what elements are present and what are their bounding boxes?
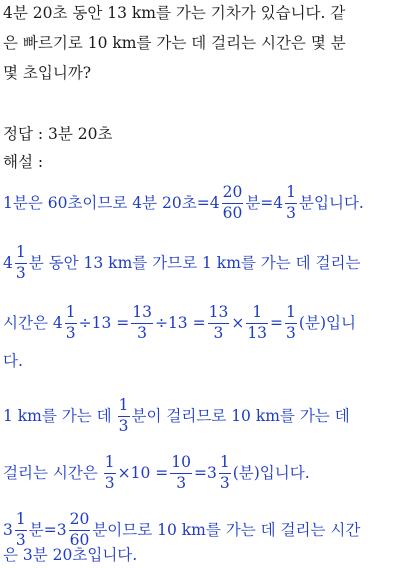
text-segment: 시간은 4	[3, 314, 63, 332]
text-segment: ×10 =	[117, 464, 169, 482]
fraction	[222, 185, 244, 221]
fraction	[15, 245, 27, 281]
text-segment: (분)입니	[298, 314, 356, 332]
explanation-line-1	[3, 183, 364, 222]
text-segment: 분이므로 10 km를 가는 데 걸리는 시간	[92, 521, 361, 539]
fraction	[69, 512, 91, 548]
fraction	[131, 305, 153, 341]
text-segment: 분입니다.	[299, 194, 364, 212]
numerator: 1	[118, 398, 130, 417]
numerator: 1	[219, 455, 231, 474]
text-segment: 4	[3, 254, 13, 272]
fraction	[285, 305, 297, 341]
denominator: 3	[213, 323, 224, 342]
explanation-line-6	[3, 453, 310, 492]
numerator: 1	[104, 455, 116, 474]
explanation-line-7	[3, 510, 361, 549]
explanation-line-8: 은 3분 20초입니다.	[3, 546, 138, 564]
fraction	[15, 512, 27, 548]
text-segment: 분이 걸리므로 10 km를 가는 데	[131, 407, 350, 425]
text-segment: =	[270, 314, 284, 332]
explanation-line-4: 다.	[3, 352, 23, 370]
denominator: 3	[65, 323, 76, 342]
explanation-line-5	[3, 396, 350, 435]
text-segment: 분 동안 13 km를 가므로 1 km를 가는 데 걸리는	[28, 254, 361, 272]
text-segment: 분=4	[245, 194, 284, 212]
text-segment: ÷13 =	[154, 314, 206, 332]
fraction	[208, 305, 230, 341]
text-segment: 1분은 60초이므로 4분 20초=4	[3, 194, 220, 212]
numerator: 1	[15, 245, 27, 264]
fraction	[246, 305, 268, 341]
fraction	[65, 305, 77, 341]
answer-label: 정답 : 3분 20초	[3, 125, 113, 143]
numerator: 1	[246, 305, 268, 324]
text-segment: 3	[3, 521, 13, 539]
fraction	[170, 455, 192, 491]
numerator: 13	[131, 305, 153, 324]
problem-line-2: 은 빠르기로 10 km를 가는 데 걸리는 시간은 몇 분	[3, 34, 346, 52]
denominator: 3	[15, 263, 26, 282]
numerator: 10	[170, 455, 192, 474]
denominator: 60	[69, 530, 90, 549]
denominator: 3	[15, 530, 26, 549]
denominator: 3	[286, 323, 296, 342]
numerator: 1	[285, 305, 297, 324]
problem-line-3: 몇 초입니까?	[3, 64, 92, 82]
denominator: 13	[247, 323, 268, 342]
denominator: 3	[137, 323, 148, 342]
text-segment: =3	[194, 464, 217, 482]
denominator: 3	[219, 473, 230, 492]
text-segment: 분=3	[28, 521, 67, 539]
denominator: 3	[286, 203, 297, 222]
explanation-line-2	[3, 243, 361, 282]
fraction	[285, 185, 297, 221]
text-segment: ÷13 =	[78, 314, 130, 332]
denominator: 3	[176, 473, 187, 492]
denominator: 3	[118, 416, 129, 435]
fraction	[118, 398, 130, 434]
numerator: 20	[69, 512, 91, 531]
numerator: 13	[208, 305, 230, 324]
explanation-label: 해설 :	[3, 153, 44, 171]
fraction	[219, 455, 231, 491]
text-segment: 걸리는 시간은	[3, 464, 98, 482]
text-segment: (분)입니다.	[232, 464, 310, 482]
explanation-line-3	[3, 303, 356, 342]
numerator: 20	[222, 185, 244, 204]
denominator: 60	[222, 203, 243, 222]
numerator: 1	[285, 185, 297, 204]
problem-line-1: 4분 20초 동안 13 km를 가는 기차가 있습니다. 같	[3, 4, 346, 22]
text-segment: 1 km를 가는 데	[3, 407, 112, 425]
numerator: 1	[65, 305, 77, 324]
text-segment: ×	[231, 314, 245, 332]
numerator: 1	[15, 512, 27, 531]
denominator: 3	[104, 473, 115, 492]
fraction	[104, 455, 116, 491]
